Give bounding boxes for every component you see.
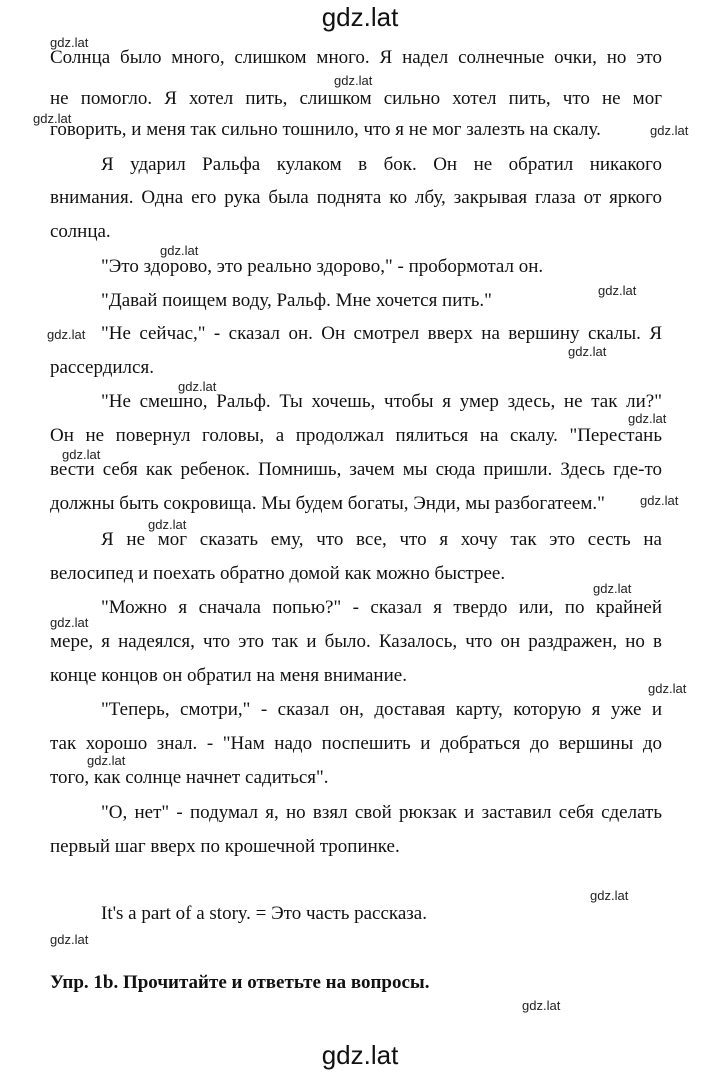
footer-watermark: gdz.lat — [321, 1040, 399, 1070]
watermark: gdz.lat — [62, 447, 101, 462]
watermark: gdz.lat — [87, 753, 126, 768]
text-line: Он не повернул головы, а продолжал пялиться на скалу. "Перестань — [50, 425, 662, 446]
text-line: солнца. — [50, 221, 111, 242]
watermark: gdz.lat — [593, 581, 632, 596]
watermark: gdz.lat — [568, 344, 607, 359]
text-line: "О, нет" - подумал я, но взял свой рюкзак и заставил себя сделать — [101, 802, 662, 823]
translation-line: It's a part of a story. = Это часть рассказа. — [101, 903, 427, 924]
text-line: "Не сейчас," - сказал он. Он смотрел вверх на вершину скалы. Я — [101, 323, 662, 344]
text-line: "Давай поищем воду, Ральф. Мне хочется пить." — [101, 290, 492, 311]
text-line: "Не смешно, Ральф. Ты хочешь, чтобы я умер здесь, не так ли?" — [101, 391, 662, 412]
watermark: gdz.lat — [160, 243, 199, 258]
text-line: "Теперь, смотри," - сказал он, доставая карту, которую я уже и — [101, 699, 662, 720]
text-line: "Можно я сначала попью?" - сказал я твердо или, по крайней — [101, 597, 662, 618]
text-line: вести себя как ребенок. Помнишь, зачем мы сюда пришли. Здесь где-то — [50, 459, 662, 480]
watermark: gdz.lat — [334, 73, 373, 88]
header-watermark: gdz.lat — [321, 2, 399, 32]
watermark: gdz.lat — [598, 283, 637, 298]
watermark: gdz.lat — [50, 932, 89, 947]
watermark: gdz.lat — [47, 327, 86, 342]
text-line: должны быть сокровища. Мы будем богаты, Энди, мы разбогатеем." — [50, 493, 605, 514]
watermark: gdz.lat — [628, 411, 667, 426]
text-line: первый шаг вверх по крошечной тропинке. — [50, 836, 400, 857]
text-line: не помогло. Я хотел пить, слишком сильно хотел пить, что не мог — [50, 88, 662, 109]
text-line: мере, я надеялся, что это так и было. Казалось, что он раздражен, но в — [50, 631, 662, 652]
watermark: gdz.lat — [178, 379, 217, 394]
text-line: говорить, и меня так сильно тошнило, что я не мог залезть на скалу. — [50, 119, 601, 140]
watermark: gdz.lat — [148, 517, 187, 532]
text-line: Я не мог сказать ему, что все, что я хочу так это сесть на — [101, 529, 662, 550]
text-line: рассердился. — [50, 357, 154, 378]
exercise-heading: Упр. 1b. Прочитайте и ответьте на вопросы. — [50, 972, 430, 993]
text-line: внимания. Одна его рука была поднята ко лбу, закрывая глаза от яркого — [50, 187, 662, 208]
text-line: того, как солнце начнет садиться". — [50, 767, 329, 788]
watermark: gdz.lat — [33, 111, 72, 126]
text-line: велосипед и поехать обратно домой как можно быстрее. — [50, 563, 506, 584]
text-line: "Это здорово, это реально здорово," - пробормотал он. — [101, 256, 544, 277]
watermark: gdz.lat — [648, 681, 687, 696]
watermark: gdz.lat — [650, 123, 689, 138]
watermark: gdz.lat — [50, 615, 89, 630]
text-line: так хорошо знал. - "Нам надо поспешить и добраться до вершины до — [50, 733, 662, 754]
text-line: Я ударил Ральфа кулаком в бок. Он не обратил никакого — [101, 154, 662, 175]
watermark: gdz.lat — [522, 998, 561, 1013]
watermark: gdz.lat — [590, 888, 629, 903]
text-line: Солнца было много, слишком много. Я надел солнечные очки, но это — [50, 47, 662, 68]
text-line: конце концов он обратил на меня внимание. — [50, 665, 407, 686]
watermark: gdz.lat — [640, 493, 679, 508]
watermark: gdz.lat — [50, 35, 89, 50]
